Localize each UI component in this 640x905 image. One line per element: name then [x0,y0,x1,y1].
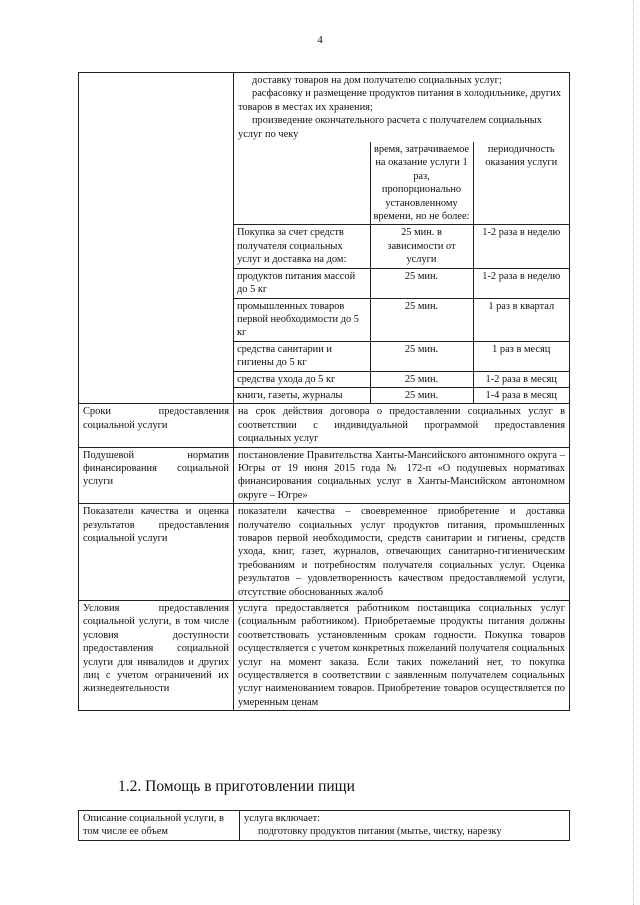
continuation-line: доставку товаров на дом получателю социальных услуг; [252,75,502,86]
scan-margin-line [632,0,634,905]
item-time: 25 мин. [370,371,473,387]
continuation-line: расфасовку и размещение продуктов питания в холодильнике, других товаров в местах их хранения; [238,88,561,113]
frequency-header-row [234,142,569,225]
value-line: услуга включает: [244,813,321,824]
empty-label-cell [79,73,234,404]
frequency-row [234,225,569,268]
item-frequency: 1 раз в квартал [473,298,569,341]
item-name: средства ухода до 5 кг [234,371,370,387]
table-row [79,73,570,404]
row-value: постановление Правительства Ханты-Мансийского автономного округа – Югры от 19 июня 2015 года № 172-п «О подушевых нормативах финансирования социальных услуг в Ханты-Мансийском автономном округе – Югре» [234,447,570,504]
header-col1 [234,142,370,225]
item-name: продуктов питания массой до 5 кг [234,268,370,298]
item-time: 25 мин. [370,387,473,403]
row-label: Подушевой норматив финансирования социальной услуги [79,447,234,504]
table-row [79,601,570,711]
table-row [79,447,570,504]
item-frequency: 1-2 раза в неделю [473,268,569,298]
row-label: Описание социальной услуги, в том числе ее объем [79,811,240,841]
item-name: промышленных товаров первой необходимости до 5 кг [234,298,370,341]
services-table [78,72,570,711]
continuation-line: произведение окончательного расчета с получателем социальных услуг по чеку [238,115,542,140]
item-time: 25 мин. [370,341,473,371]
frequency-row [234,268,569,298]
page-number: 4 [317,34,323,46]
row-value [240,811,570,841]
row-value: показатели качества – своевременное приобретение и доставка получателю социальных услуг продуктов питания, промышленных товаров первой необходимости, средств санитарии и гигиены, средств ухода, книг, газет, журналов, отвечающих санитарно-гигиеническим требованиям и потребностям получателя социальных услуг. Оценка результатов – удовлетворенность качеством предоставляемой услуги, отсутствие обоснованных жалоб [234,504,570,601]
item-name: Покупка за счет средств получателя социальных услуг и доставка на дом: [234,225,370,268]
item-frequency: 1 раз в месяц [473,341,569,371]
table-row [79,504,570,601]
item-frequency: 1-4 раза в месяц [473,387,569,403]
table-row [79,811,570,841]
item-time: 25 мин. в зависимости от услуги [370,225,473,268]
frequency-row [234,387,569,403]
row-label: Показатели качества и оценка результатов предоставления социальной услуги [79,504,234,601]
header-frequency: периодичность оказания услуги [473,142,569,225]
row-label: Условия предоставления социальной услуги, в том числе условия доступности предоставления социальной услуги для инвалидов и других лиц с учетом ограничений их жизнедеятельности [79,601,234,711]
item-time: 25 мин. [370,298,473,341]
item-name: средства санитарии и гигиены до 5 кг [234,341,370,371]
row-value: услуга предоставляется работником поставщика социальных услуг (социальным работником). Приобретаемые продукты питания должны соответствовать установленным срокам годности. Покупка товаров осуществляется с учетом конкретных пожеланий получателя социальных услуг на момент заказа. Если таких пожеланий нет, то покупка осуществляется в соответствии с заявленным получателем социальных услуг наименованием товаров. Приобретение товаров осуществляется по умеренным ценам [234,601,570,711]
header-time: время, затрачиваемое на оказание услуги 1 раз, пропорционально установленному времени, но не более: [370,142,473,225]
frequency-row [234,341,569,371]
continuation-cell [234,73,570,404]
item-time: 25 мин. [370,268,473,298]
section-title: 1.2. Помощь в приготовлении пищи [118,778,355,795]
table-row [79,404,570,447]
item-frequency: 1-2 раза в месяц [473,371,569,387]
service-description-table [78,810,570,841]
value-line: подготовку продуктов питания (мытье, чистку, нарезку [258,826,502,838]
item-name: книги, газеты, журналы [234,387,370,403]
frequency-table [234,142,569,403]
row-label: Сроки предоставления социальной услуги [79,404,234,447]
frequency-row [234,371,569,387]
row-value: на срок действия договора о предоставлении социальных услуг в соответствии с индивидуальной программой предоставления социальных услуг [234,404,570,447]
frequency-row [234,298,569,341]
item-frequency: 1-2 раза в неделю [473,225,569,268]
